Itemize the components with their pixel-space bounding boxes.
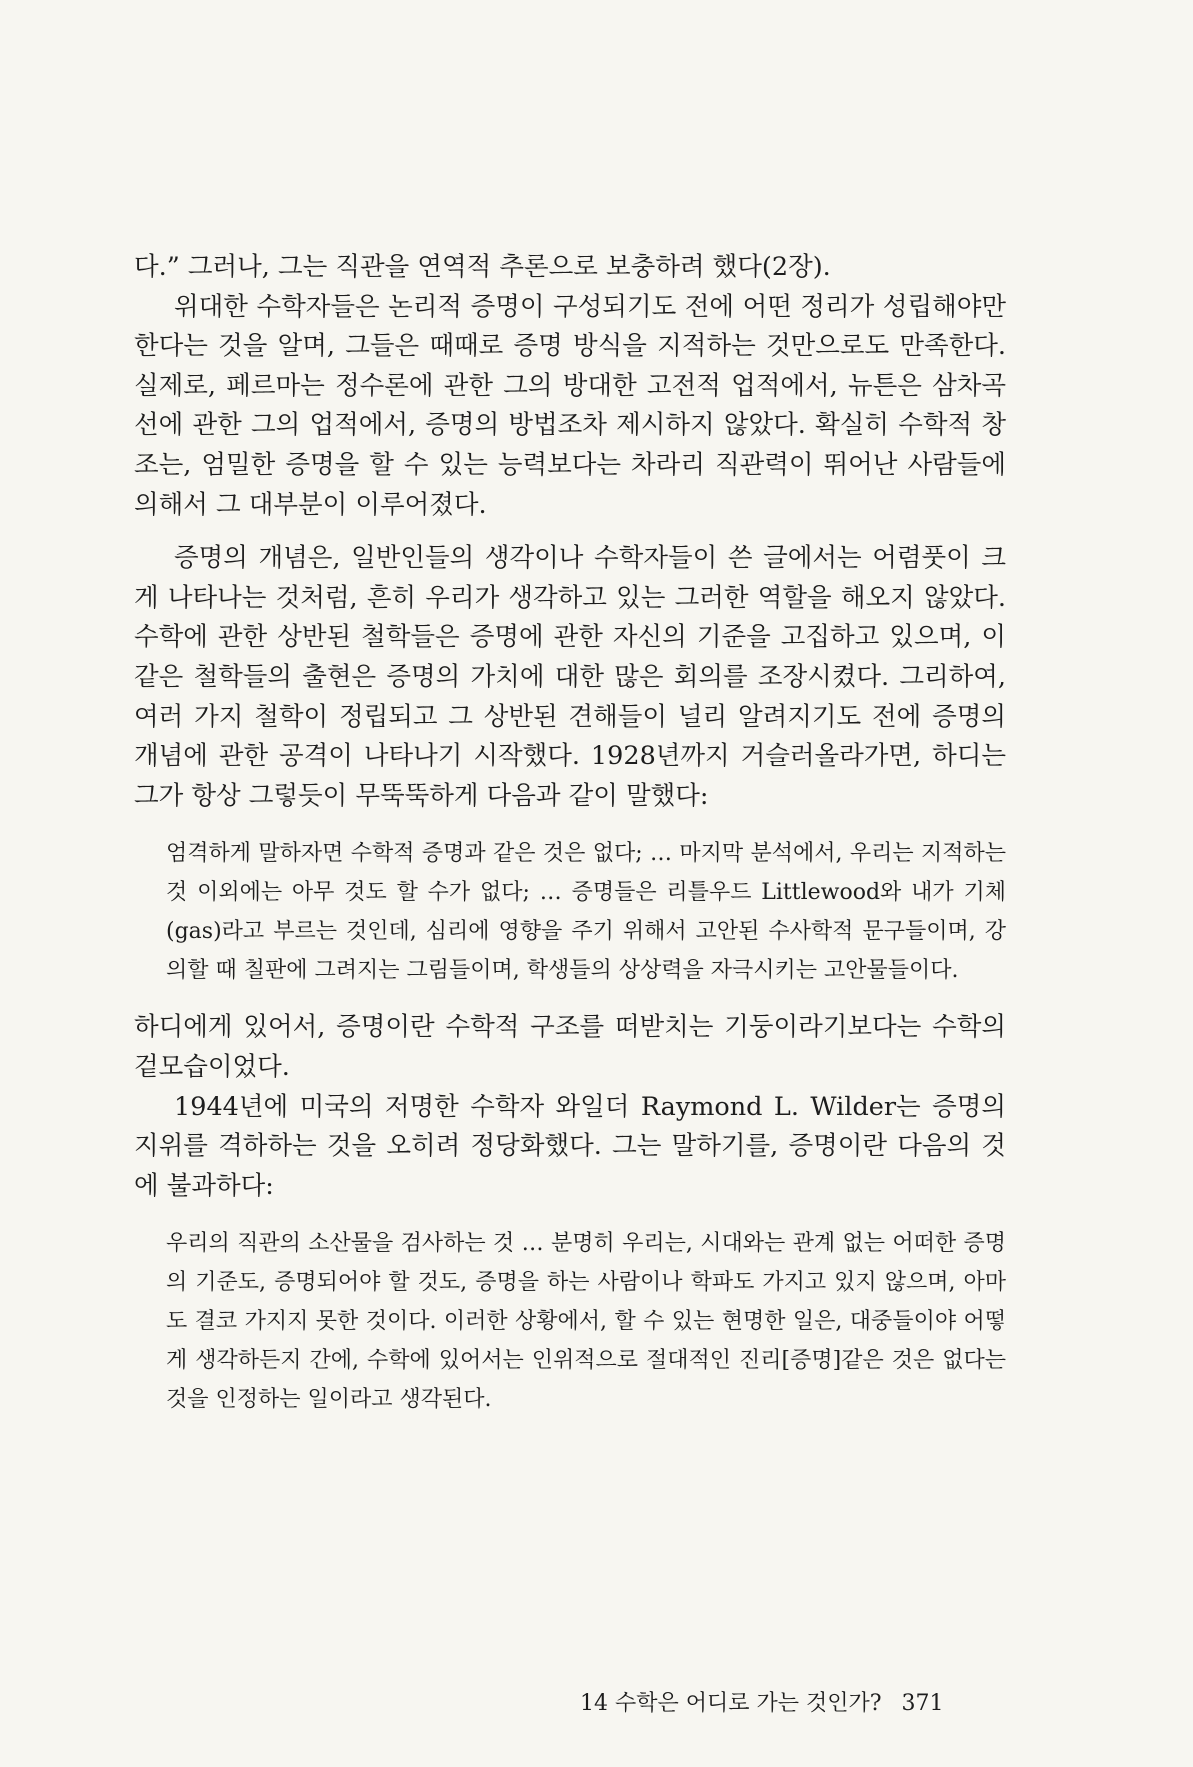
page-number: 371 bbox=[901, 1691, 944, 1716]
block-quote-hardy: 엄격하게 말하자면 수학적 증명과 같은 것은 없다; … 마지막 분석에서, 우리는 지적하는 것 이외에는 아무 것도 할 수가 없다; … 증명들은 리틀우드 Littlewood와 내가 기체(gas)라고 부르는 것인데, 심리에 영향을 주기 위해서 고안된 수사학적 문구들이며, 강의할 때 칠판에 그려지는 그림들이며, 학생들의 상상력을 자극시키는 고안물들이다. bbox=[166, 841, 1006, 984]
paragraph-continuation: 다.” 그러나, 그는 직관을 연역적 추론으로 보충하려 했다(2장). bbox=[134, 252, 831, 282]
running-head: 14 수학은 어디로 가는 것인가? bbox=[580, 1691, 882, 1716]
block-quote-wilder: 우리의 직관의 소산물을 검사하는 것 … 분명히 우리는, 시대와는 관계 없는 어떠한 증명의 기준도, 증명되어야 할 것도, 증명을 하는 사람이나 학파도 가지고 있지 않으며, 아마도 결코 가지지 못한 것이다. 이러한 상황에서, 할 수 있는 현명한 일은, 대중들이야 어떻게 생각하든지 간에, 수학에 있어서는 인위적으로 절대적인 진리[증명]같은 것은 없다는 것을 인정하는 일이라고 생각된다. bbox=[166, 1231, 1006, 1413]
main-text bbox=[134, 248, 1006, 1419]
paragraph-great-mathematicians: 위대한 수학자들은 논리적 증명이 구성되기도 전에 어떤 정리가 성립해야만 한다는 것을 알며, 그들은 때때로 증명 방식을 지적하는 것만으로도 만족한다. 실제로, 페르마는 정수론에 관한 그의 방대한 고전적 업적에서, 뉴튼은 삼차곡선에 관한 그의 업적에서, 증명의 방법조차 제시하지 않았다. 확실히 수학적 창조는, 엄밀한 증명을 할 수 있는 능력보다는 차라리 직관력이 뛰어난 사람들에 의해서 그 대부분이 이루어졌다. bbox=[134, 291, 1006, 520]
paragraph-wilder: 1944년에 미국의 저명한 수학자 와일더 Raymond L. Wilder는 증명의 지위를 격하하는 것을 오히려 정당화했다. 그는 말하기를, 증명이란 다음의 것에 불과하다: bbox=[134, 1091, 1006, 1201]
page-footer bbox=[580, 1686, 1000, 1717]
paragraph-concept-of-proof: 증명의 개념은, 일반인들의 생각이나 수학자들이 쓴 글에서는 어렴풋이 크게 나타나는 것처럼, 흔히 우리가 생각하고 있는 그러한 역할을 해오지 않았다. 수학에 관한 상반된 철학들은 증명에 관한 자신의 기준을 고집하고 있으며, 이같은 철학들의 출현은 증명의 가치에 대한 많은 회의를 조장시켰다. 그리하여, 여러 가지 철학이 정립되고 그 상반된 견해들이 널리 알려지기도 전에 증명의 개념에 관한 공격이 나타나기 시작했다. 1928년까지 거슬러올라가면, 하디는 그가 항상 그렇듯이 무뚝뚝하게 다음과 같이 말했다: bbox=[134, 543, 1006, 811]
paragraph-hardy-view: 하디에게 있어서, 증명이란 수학적 구조를 떠받치는 기둥이라기보다는 수학의 겉모습이었다. bbox=[134, 1012, 1006, 1082]
